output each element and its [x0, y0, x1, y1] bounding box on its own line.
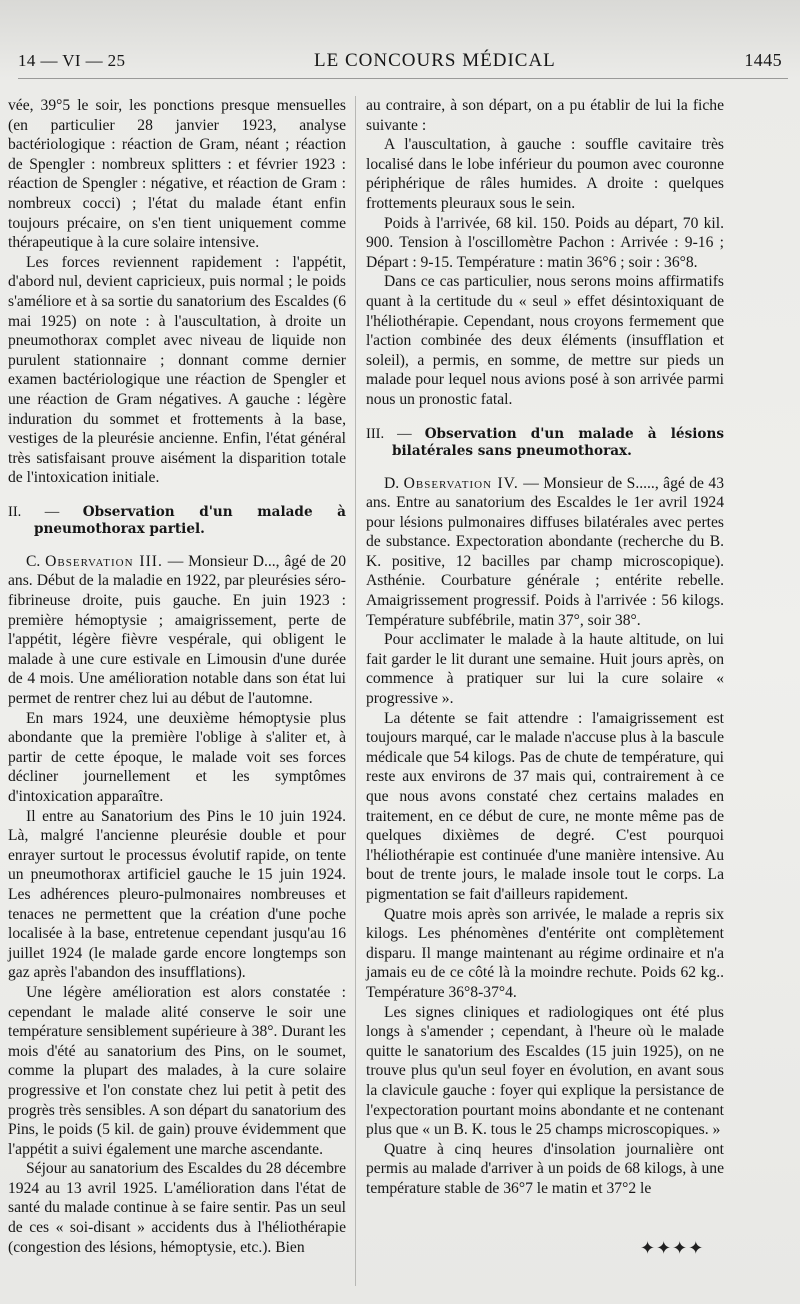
observation-paragraph	[366, 474, 724, 631]
left-column	[8, 96, 346, 1257]
paragraph: Il entre au Sanatorium des Pins le 10 juin 1924. Là, malgré l'ancienne pleurésie double et pour enrayer surtout le processus évolutif rapide, on tente un pneumothorax artificiel gauche le 15 juin 1924. Les adhérences pleuro-pulmonaires nombreuses et tenaces ne permettent que la création d'une poche localisée à la base, entretenue cependant jusqu'au 16 juillet 1924 (le malade garde encore longtemps son gaz après l'abandon des insufflations).	[8, 807, 346, 982]
paragraph: Les signes cliniques et radiologiques ont été plus longs à s'amender ; cependant, à l'heure où le malade quitte le sanatorium des Escaldes (15 juin 1925), on ne trouve plus qu'un seul foyer en évolution, en avant sous la clavicule gauche : foyer qui explique la persistance de l'expectoration pourtant moins abondante et ne contenant plus que « un B. K. tous le 25 champs microscopiques. »	[366, 1003, 724, 1139]
observation-text: — Monsieur D..., âgé de 20 ans. Début de la maladie en 1922, par pleurésies séro-fibrineuse droite, puis gauche. En juin 1923 : première hémoptysie ; amaigrissement, perte de l'appétit, légère fièvre vespérale, qui obligent le malade à une cure estivale en Limousin d'une durée de 4 mois. Une amélioration notable dans son état lui permet de rentrer chez lui au début de l'automne.	[8, 552, 346, 708]
observation-label: Observation III.	[45, 552, 163, 570]
observation-label: Observation IV.	[403, 474, 519, 492]
observation-prefix: D.	[384, 474, 404, 492]
observation-text: — Monsieur de S....., âgé de 43 ans. Entre au sanatorium des Escaldes le 1er avril 1924 pour lésions pulmonaires diffuses bilatérales avec pertes de substance. Expectoration abondante (recherche du B. K. positive, 12 bacilles par champ microscopique). Asthénie. Courbature générale ; entérite rebelle. Amaigrissement progressif. Poids à l'arrivée : 56 kilogs. Température subfébrile, matin 37°, soir 38°.	[366, 474, 725, 629]
journal-title: LE CONCOURS MÉDICAL	[314, 50, 556, 71]
paragraph: Une légère amélioration est alors constatée : cependant le malade alité conserve le soir une température sensiblement supérieure à 38°. Durant les mois d'été au sanatorium des Pins, on le soumet, comme la plupart des malades, à la cure solaire progressive et l'on constate chez lui petit à petit des progrès très sensibles. A son départ du sanatorium des Pins, le poids (5 kil. de gain) prouve évidemment que l'appétit a suivi également une marche ascendante.	[8, 983, 346, 1158]
continuation-ornament: ✦✦✦✦	[640, 1238, 705, 1259]
page-number: 1445	[744, 50, 782, 70]
paragraph: La détente se fait attendre : l'amaigrissement est toujours marqué, car le malade n'accuse plus à la bascule médicale que 54 kilogs. Pas de chute de température, qui reste aux environs de 37 mais qui, contrairement à ce que nous avons constaté chez certains malades en traitement, en ce début de cure, ne monte même pas de quelques dixièmes de degré. C'est pourquoi l'héliothérapie est continuée d'une manière intensive. Au bout de trente jours, le malade insole tout le corps. La pigmentation se fait d'ailleurs rapidement.	[366, 709, 724, 903]
paragraph: Les forces reviennent rapidement : l'appétit, d'abord nul, devient capricieux, puis normal ; le poids s'améliore et à sa sortie du sanatorium des Escaldes (6 mai 1925) on note : à l'auscultation, à droite un pneumothorax complet avec niveau de liquide non purulent stationnaire ; donnant comme dernier examen bactériologique une réaction de Spengler et une réaction de Gram négatives. A gauche : légère induration du sommet et frottements à la base, vestiges de la pleurésie ancienne. Enfin, l'état général très satisfaisant prouve aisément la disparition totale de l'intoxication initiale.	[8, 253, 346, 487]
paragraph: En mars 1924, une deuxième hémoptysie plus abondante que la première l'oblige à s'aliter et, à partir de cette époque, le malade voit ses forces décliner journellement et les symptômes d'intoxication apparaître.	[8, 709, 346, 805]
section-heading	[8, 504, 346, 538]
running-header	[18, 50, 782, 72]
paragraph: Pour acclimater le malade à la haute altitude, on lui fait garder le lit durant une semaine. Huit jours après, on commence à pratiquer sur lui la cure solaire « progressive ».	[366, 631, 724, 708]
column-divider	[355, 96, 356, 1286]
header-rule	[18, 78, 788, 79]
observation-prefix: C.	[26, 552, 46, 570]
paragraph: A l'auscultation, à gauche : souffle cavitaire très localisé dans le lobe inférieur du poumon avec couronne périphérique de râles humides. A droite : quelques frottements pleuraux sous le sein.	[366, 136, 724, 212]
paragraph: au contraire, à son départ, on a pu établir de lui la fiche suivante :	[366, 97, 724, 134]
section-title: Observation d'un malade à lésions bilatérales sans pneumothorax.	[392, 425, 724, 459]
observation-paragraph	[8, 552, 346, 709]
issue-date: 14 — VI — 25	[18, 51, 126, 70]
section-number: III. —	[366, 425, 412, 442]
section-title: Observation d'un malade à pneumothorax partiel.	[34, 503, 346, 537]
paragraph: Dans ce cas particulier, nous serons moins affirmatifs quant à la certitude du « seul » effet désintoxiquant de l'héliothérapie. Cependant, nous croyons fermement que l'action combinée des deux éléments (insufflation et soleil), a permis, en somme, de mettre sur pieds un malade pour lequel nous avions posé à son arrivée parmi nous un pronostic fatal.	[366, 273, 724, 408]
paragraph: Quatre mois après son arrivée, le malade a repris six kilogs. Les phénomènes d'entérite ont complètement disparu. Il mange maintenant au régime ordinaire et n'a jamais eu de ce côté là la moindre rechute. Poids 62 kg.. Température 36°8-37°4.	[366, 905, 724, 1001]
paragraph: vée, 39°5 le soir, les ponctions presque mensuelles (en particulier 28 janvier 1923, analyse bactériologique : réaction de Gram, néant ; réaction de Spengler : nombreux splitters : et février 1923 : réaction de Spengler : négative, et réaction de Gram : nombreux cocci) ; l'état du malade étant enfin toujours précaire, on s'en tient uniquement comme thérapeutique à la cure solaire intensive.	[8, 97, 346, 252]
paragraph: Quatre à cinq heures d'insolation journalière ont permis au malade d'arriver à un poids de 68 kilogs, à une température stable de 36°7 le matin et 37°2 le	[366, 1140, 724, 1197]
section-number: II. —	[8, 503, 60, 520]
paragraph: Poids à l'arrivée, 68 kil. 150. Poids au départ, 70 kil. 900. Tension à l'oscillomètre Pachon : Arrivée : 9-16 ; Départ : 9-15. Température : matin 36°6 ; soir : 36°8.	[366, 214, 724, 271]
paragraph: Séjour au sanatorium des Escaldes du 28 décembre 1924 au 13 avril 1925. L'amélioration dans l'état de santé du malade continue à se faire sentir. Pas un seul de ces « soi-disant » accidents dus à l'héliothérapie (congestion des lésions, hémoptysie, etc.). Bien	[8, 1160, 346, 1256]
section-heading	[366, 426, 724, 460]
right-column	[366, 96, 724, 1198]
